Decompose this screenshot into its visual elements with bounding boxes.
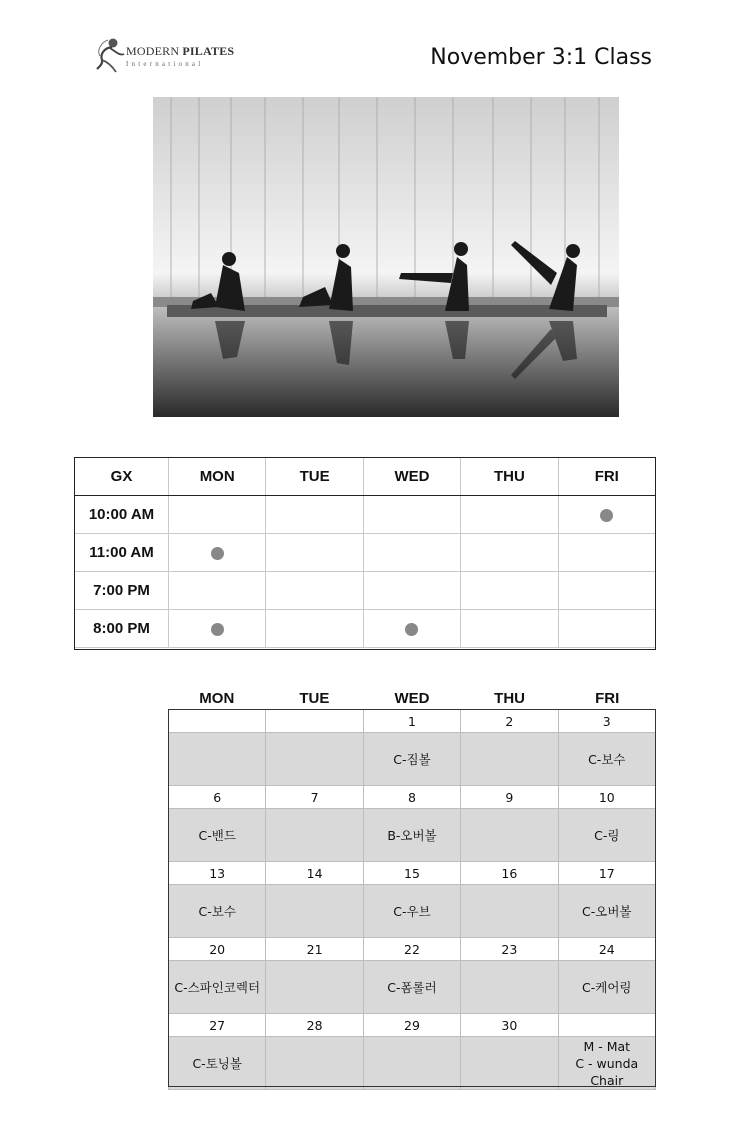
gx-header-cell: GX	[75, 458, 169, 496]
gx-header-cell: THU	[461, 458, 558, 496]
legend-line: M - Mat	[583, 1038, 631, 1054]
gx-slot	[363, 496, 460, 534]
gx-slot	[558, 496, 655, 534]
pilates-figure-icon	[96, 36, 126, 74]
legend-line: C - wunda	[575, 1055, 639, 1071]
event-cell	[461, 733, 558, 786]
gx-slot	[461, 534, 558, 572]
date-cell: 8	[363, 786, 460, 809]
gx-header-cell: FRI	[558, 458, 655, 496]
date-cell	[266, 710, 363, 733]
gx-slot	[558, 610, 655, 648]
event-cell	[461, 885, 558, 938]
event-cell	[363, 1037, 460, 1090]
gx-slot	[169, 610, 266, 648]
event-cell	[266, 809, 363, 862]
date-cell: 7	[266, 786, 363, 809]
event-cell: C-토닝볼	[169, 1037, 266, 1090]
event-cell	[461, 961, 558, 1014]
legend-line: Chair	[590, 1072, 624, 1088]
date-cell	[558, 1014, 655, 1037]
date-cell: 20	[169, 938, 266, 961]
date-cell: 2	[461, 710, 558, 733]
date-row	[169, 786, 656, 809]
date-cell: 23	[461, 938, 558, 961]
date-row	[169, 862, 656, 885]
date-row	[169, 938, 656, 961]
gx-time-label: 10:00 AM	[75, 496, 169, 534]
gx-slot	[169, 496, 266, 534]
gx-header-cell: TUE	[266, 458, 363, 496]
gx-time-row	[75, 572, 656, 610]
event-cell: C-폼롤러	[363, 961, 460, 1014]
event-cell	[461, 809, 558, 862]
event-cell	[461, 1037, 558, 1090]
date-cell: 16	[461, 862, 558, 885]
gx-slot	[363, 572, 460, 610]
gx-header-row	[75, 458, 656, 496]
gx-time-row	[75, 534, 656, 572]
event-cell	[266, 1037, 363, 1090]
event-cell: C-우브	[363, 885, 460, 938]
date-cell: 22	[363, 938, 460, 961]
event-cell	[169, 733, 266, 786]
class-dot-icon	[600, 509, 613, 522]
gx-slot	[266, 610, 363, 648]
date-cell: 13	[169, 862, 266, 885]
event-row	[169, 885, 656, 938]
gx-time-label: 11:00 AM	[75, 534, 169, 572]
event-cell: C-짐볼	[363, 733, 460, 786]
gx-slot	[169, 534, 266, 572]
day-label: WED	[394, 690, 430, 707]
date-cell: 1	[363, 710, 460, 733]
event-row	[169, 809, 656, 862]
gx-slot	[558, 534, 655, 572]
date-row	[169, 710, 656, 733]
day-label: FRI	[595, 690, 620, 707]
date-cell: 21	[266, 938, 363, 961]
gx-schedule-table	[74, 457, 656, 648]
date-cell: 14	[266, 862, 363, 885]
gx-time-row	[75, 496, 656, 534]
event-row	[169, 1037, 656, 1090]
gx-slot	[461, 496, 558, 534]
gx-slot	[363, 610, 460, 648]
date-cell: 27	[169, 1014, 266, 1037]
gx-slot	[266, 534, 363, 572]
gx-header-cell: MON	[169, 458, 266, 496]
monthly-calendar	[168, 709, 656, 1090]
event-cell: C-보수	[558, 733, 655, 786]
date-cell: 29	[363, 1014, 460, 1037]
day-label: MON	[199, 690, 235, 707]
event-cell: B-오버볼	[363, 809, 460, 862]
class-dot-icon	[211, 547, 224, 560]
event-cell: C-링	[558, 809, 655, 862]
date-cell	[169, 710, 266, 733]
date-cell: 15	[363, 862, 460, 885]
gx-slot	[169, 572, 266, 610]
date-cell: 3	[558, 710, 655, 733]
class-dot-icon	[211, 623, 224, 636]
date-cell: 9	[461, 786, 558, 809]
gx-slot	[363, 534, 460, 572]
event-cell: C-케어링	[558, 961, 655, 1014]
gx-slot	[266, 496, 363, 534]
day-label: TUE	[299, 690, 330, 707]
calendar-day-header	[168, 690, 656, 707]
event-cell: C-오버볼	[558, 885, 655, 938]
date-cell: 10	[558, 786, 655, 809]
gx-slot	[558, 572, 655, 610]
event-cell	[266, 961, 363, 1014]
event-cell: C-보수	[169, 885, 266, 938]
brand-logo	[96, 36, 246, 76]
gx-slot	[461, 572, 558, 610]
date-row	[169, 1014, 656, 1037]
gx-header-cell: WED	[363, 458, 460, 496]
logo-subtitle: International	[126, 60, 204, 68]
legend-cell	[558, 1037, 655, 1090]
pilates-class-photo	[153, 97, 619, 417]
event-cell	[266, 733, 363, 786]
event-cell	[266, 885, 363, 938]
gx-slot	[461, 610, 558, 648]
gx-time-label: 7:00 PM	[75, 572, 169, 610]
class-dot-icon	[405, 623, 418, 636]
date-cell: 24	[558, 938, 655, 961]
logo-wordmark: MODERN PILATES	[126, 44, 235, 58]
event-cell: C-밴드	[169, 809, 266, 862]
date-cell: 6	[169, 786, 266, 809]
gx-time-label: 8:00 PM	[75, 610, 169, 648]
event-cell: C-스파인코렉터	[169, 961, 266, 1014]
date-cell: 28	[266, 1014, 363, 1037]
gx-slot	[266, 572, 363, 610]
event-row	[169, 733, 656, 786]
event-row	[169, 961, 656, 1014]
page-title: November 3:1 Class	[430, 45, 652, 70]
gx-time-row	[75, 610, 656, 648]
date-cell: 30	[461, 1014, 558, 1037]
date-cell: 17	[558, 862, 655, 885]
day-label: THU	[494, 690, 525, 707]
